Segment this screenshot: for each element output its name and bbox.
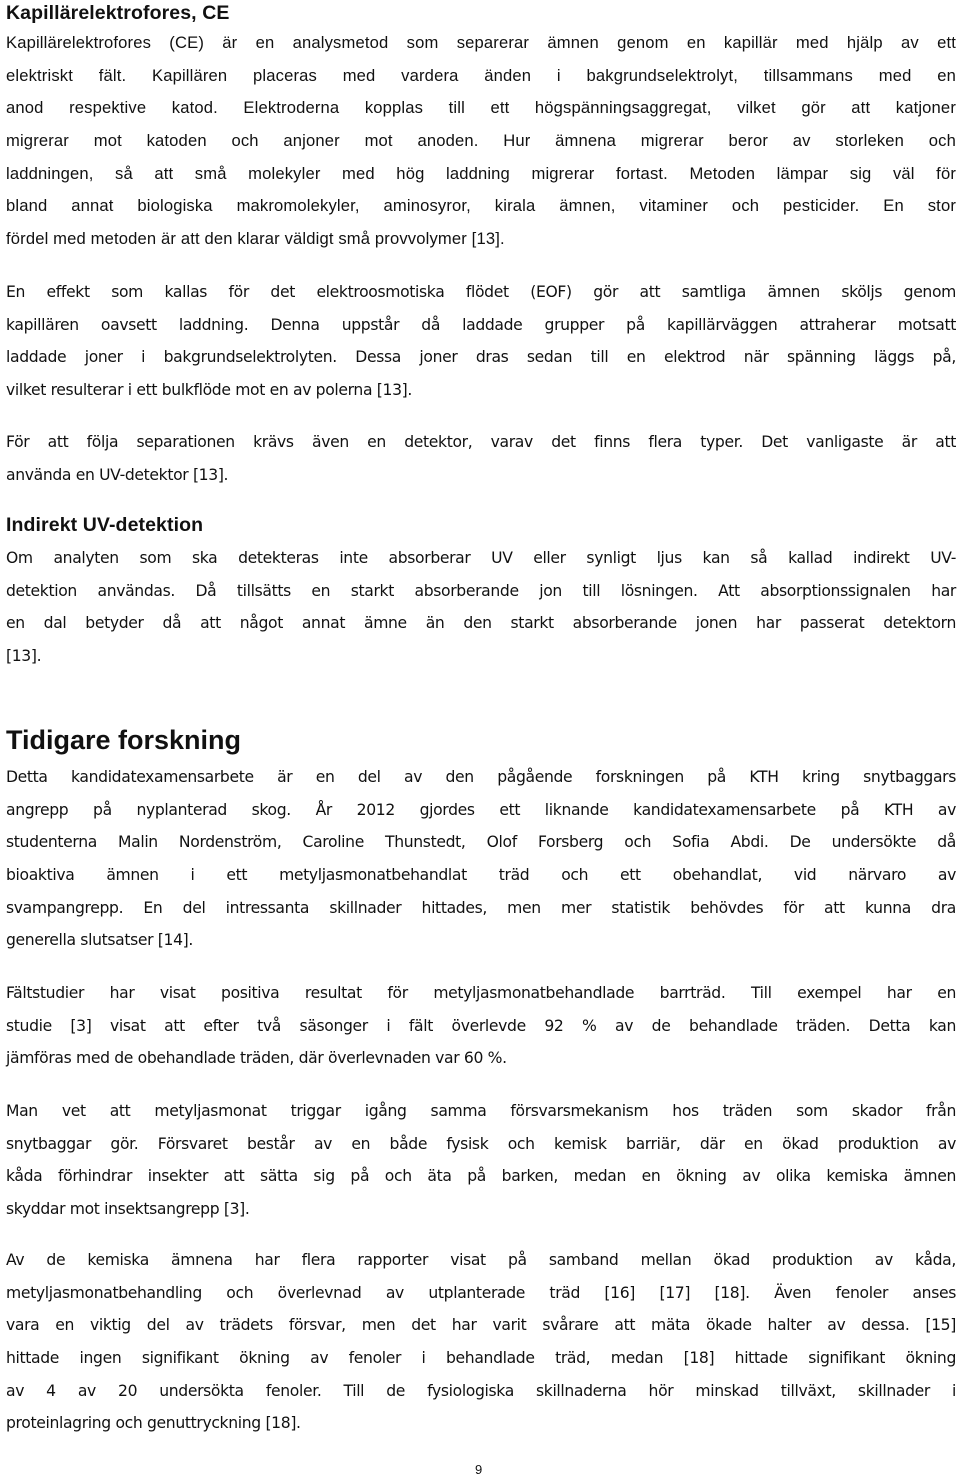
text-line: proteinlagring och genuttryckning [18]. <box>6 1414 301 1433</box>
text-line: bioaktiva ämnen i ett metyljasmonatbehandlat träd och ett obehandlat, vid närvaro av <box>6 866 956 885</box>
text-line: kåda förhindrar insekter att sätta sig på och äta på barken, medan en ökning av olika kemiska ämnen <box>6 1167 956 1186</box>
paragraph-kandidatarbete <box>6 761 956 957</box>
text-line: migrerar mot katoden och anjoner mot anoden. Hur ämnena migrerar beror av storleken och <box>6 131 956 151</box>
text-line: Kapillärelektrofores (CE) är en analysmetod som separerar ämnen genom en kapillär med hjälp av ett <box>6 33 956 52</box>
text-line: elektriskt fält. Kapillären placeras med vardera änden i bakgrundselektrolyt, tillsammans med en <box>6 65 956 85</box>
text-line: detektion användas. Då tillsätts en starkt absorberande jon till lösningen. Att absorptionssignalen har <box>6 581 956 600</box>
page-number: 9 <box>475 1462 483 1477</box>
paragraph-indirekt-uv <box>6 542 956 673</box>
text-line: snytbaggar gör. Försvaret består av en både fysisk och kemisk barriär, där en ökad produktion av <box>6 1134 956 1153</box>
text-line: Av de kemiska ämnena har flera rapporter visat på samband mellan ökad produktion av kåda, <box>6 1251 956 1269</box>
text-line: en dal betyder då att något annat ämne än den starkt absorberande jonen har passerat detektorn <box>6 614 956 633</box>
text-line: angrepp på nyplanterad skog. År 2012 gjordes ett liknande kandidatexamensarbete på KTH av <box>6 800 956 819</box>
text-line: Om analyten som ska detekteras inte absorberar UV eller synligt ljus kan så kallad indirekt UV- <box>6 549 956 567</box>
text-line: använda en UV-detektor [13]. <box>6 465 229 484</box>
text-line: av 4 av 20 undersökta fenoler. Till de fysiologiska skillnaderna hör minskad tillväxt, skillnader i <box>6 1381 956 1400</box>
text-line: [13]. <box>6 647 42 666</box>
text-line: kapillären oavsett laddning. Denna uppstår då laddade grupper på kapillärväggen attraherar motsatt <box>6 315 956 334</box>
text-line: skyddar mot insektsangrepp [3]. <box>6 1200 250 1219</box>
text-line: För att följa separationen krävs även en detektor, varav det finns flera typer. Det vanligaste är att <box>6 433 956 451</box>
text-line: En effekt som kallas för det elektroosmotiska flödet (EOF) gör att samtliga ämnen sköljs genom <box>6 283 956 301</box>
paragraph-kemiska-amnen <box>6 1244 956 1440</box>
text-line: Fältstudier har visat positiva resultat för metyljasmonatbehandlade barrträd. Till exempel har en <box>6 984 956 1002</box>
paragraph-ce-intro <box>6 27 956 256</box>
text-line: generella slutsatser [14]. <box>6 931 194 950</box>
text-line: laddade joner i bakgrundselektrolyten. Dessa joner dras sedan till en elektrod när spänning läggs på, <box>6 348 956 367</box>
section-heading-tidigare-forskning: Tidigare forskning <box>6 725 242 755</box>
text-line: svampangrepp. En del intressanta skillnader hittades, men mer statistik behövdes för att kunna dra <box>6 898 956 917</box>
paragraph-faltstudier <box>6 977 956 1075</box>
text-line: vilket resulterar i ett bulkflöde mot en av polerna [13]. <box>6 381 412 400</box>
text-line: Detta kandidatexamensarbete är en del av den pågående forskningen på KTH kring snytbaggars <box>6 768 956 786</box>
section-heading-kapillarelektrofores: Kapillärelektrofores, CE <box>6 2 230 24</box>
text-line: bland annat biologiska makromolekyler, aminosyror, kirala ämnen, vitaminer och pesticider. En stor <box>6 196 956 216</box>
text-line: Man vet att metyljasmonat triggar igång samma försvarsmekanism hos träden som skador från <box>6 1102 956 1120</box>
paragraph-eof <box>6 276 956 407</box>
text-line: hittade ingen signifikant ökning av fenoler i behandlade träd, medan [18] hittade signifikant ökning <box>6 1349 956 1368</box>
text-line: vara en viktig del av trädets försvar, men det har varit svårare att mäta ökade halter av dessa. [15] <box>6 1316 956 1335</box>
paragraph-forsvarsmekanism <box>6 1095 956 1226</box>
text-line: anod respektive katod. Elektroderna kopplas till ett högspänningsaggregat, vilket gör att katjoner <box>6 98 956 118</box>
text-line: jämföras med de obehandlade träden, där överlevnaden var 60 %. <box>6 1049 507 1068</box>
text-line: studenterna Malin Nordenström, Caroline Thunstedt, Olof Forsberg och Sofia Abdi. De undersökte då <box>6 833 956 852</box>
paragraph-detektor <box>6 426 956 491</box>
text-line: laddningen, så att små molekyler med hög laddning migrerar fortast. Metoden lämpar sig väl för <box>6 163 956 183</box>
text-line: metyljasmonatbehandling och överlevnad av utplanterade träd [16] [17] [18]. Även fenoler anses <box>6 1283 956 1302</box>
text-line: fördel med metoden är att den klarar väldigt små provvolymer [13]. <box>6 229 505 249</box>
text-line: studie [3] visat att efter två säsonger i fält överlevde 92 % av de behandlade träden. Detta kan <box>6 1016 956 1035</box>
section-heading-indirekt-uv: Indirekt UV-detektion <box>6 514 204 536</box>
